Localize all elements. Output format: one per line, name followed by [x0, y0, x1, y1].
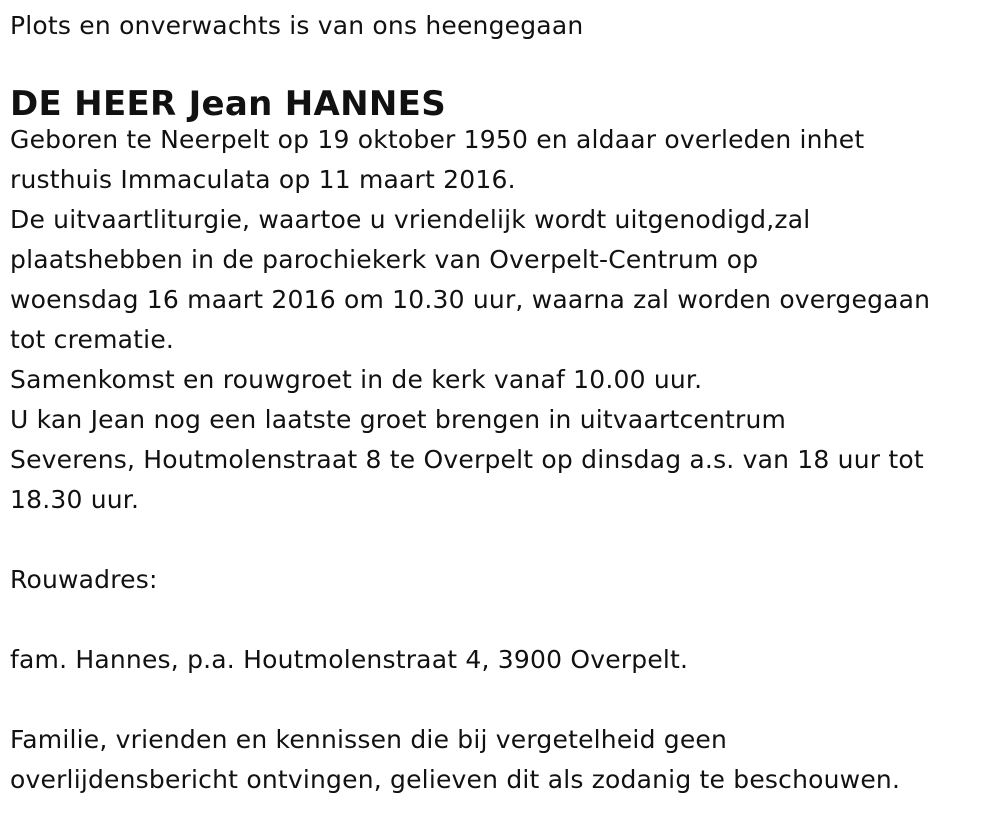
intro-text: Plots en onverwachts is van ons heengegaan — [10, 11, 584, 40]
body-line: plaatshebben in de parochiekerk van Overpelt-Centrum op — [10, 245, 759, 274]
body-line: U kan Jean nog een laatste groet brengen in uitvaartcentrum — [10, 405, 787, 434]
spacer — [10, 680, 985, 720]
closing-text — [10, 720, 985, 800]
body-line: De uitvaartliturgie, waartoe u vriendelijk wordt uitgenodigd,zal — [10, 205, 811, 234]
spacer — [10, 600, 985, 640]
body-line: 18.30 uur. — [10, 485, 140, 514]
body-line: rusthuis Immaculata op 11 maart 2016. — [10, 165, 516, 194]
body-line: woensdag 16 maart 2016 om 10.30 uur, waarna zal worden overgegaan — [10, 285, 931, 314]
body-line: Samenkomst en rouwgroet in de kerk vanaf 10.00 uur. — [10, 365, 703, 394]
address-label: Rouwadres: — [10, 565, 158, 594]
spacer — [10, 520, 985, 560]
address-text: fam. Hannes, p.a. Houtmolenstraat 4, 3900 Overpelt. — [10, 645, 689, 674]
body-line: Geboren te Neerpelt op 19 oktober 1950 en aldaar overleden inhet — [10, 125, 865, 154]
closing-line: overlijdensbericht ontvingen, gelieven dit als zodanig te beschouwen. — [10, 765, 901, 794]
death-notice — [10, 6, 985, 800]
closing-line: Familie, vrienden en kennissen die bij vergetelheid geen — [10, 725, 728, 754]
deceased-name: DE HEER Jean HANNES — [10, 84, 446, 124]
notice-body — [10, 120, 985, 520]
body-line: Severens, Houtmolenstraat 8 te Overpelt op dinsdag a.s. van 18 uur tot — [10, 445, 924, 474]
body-line: tot crematie. — [10, 325, 175, 354]
